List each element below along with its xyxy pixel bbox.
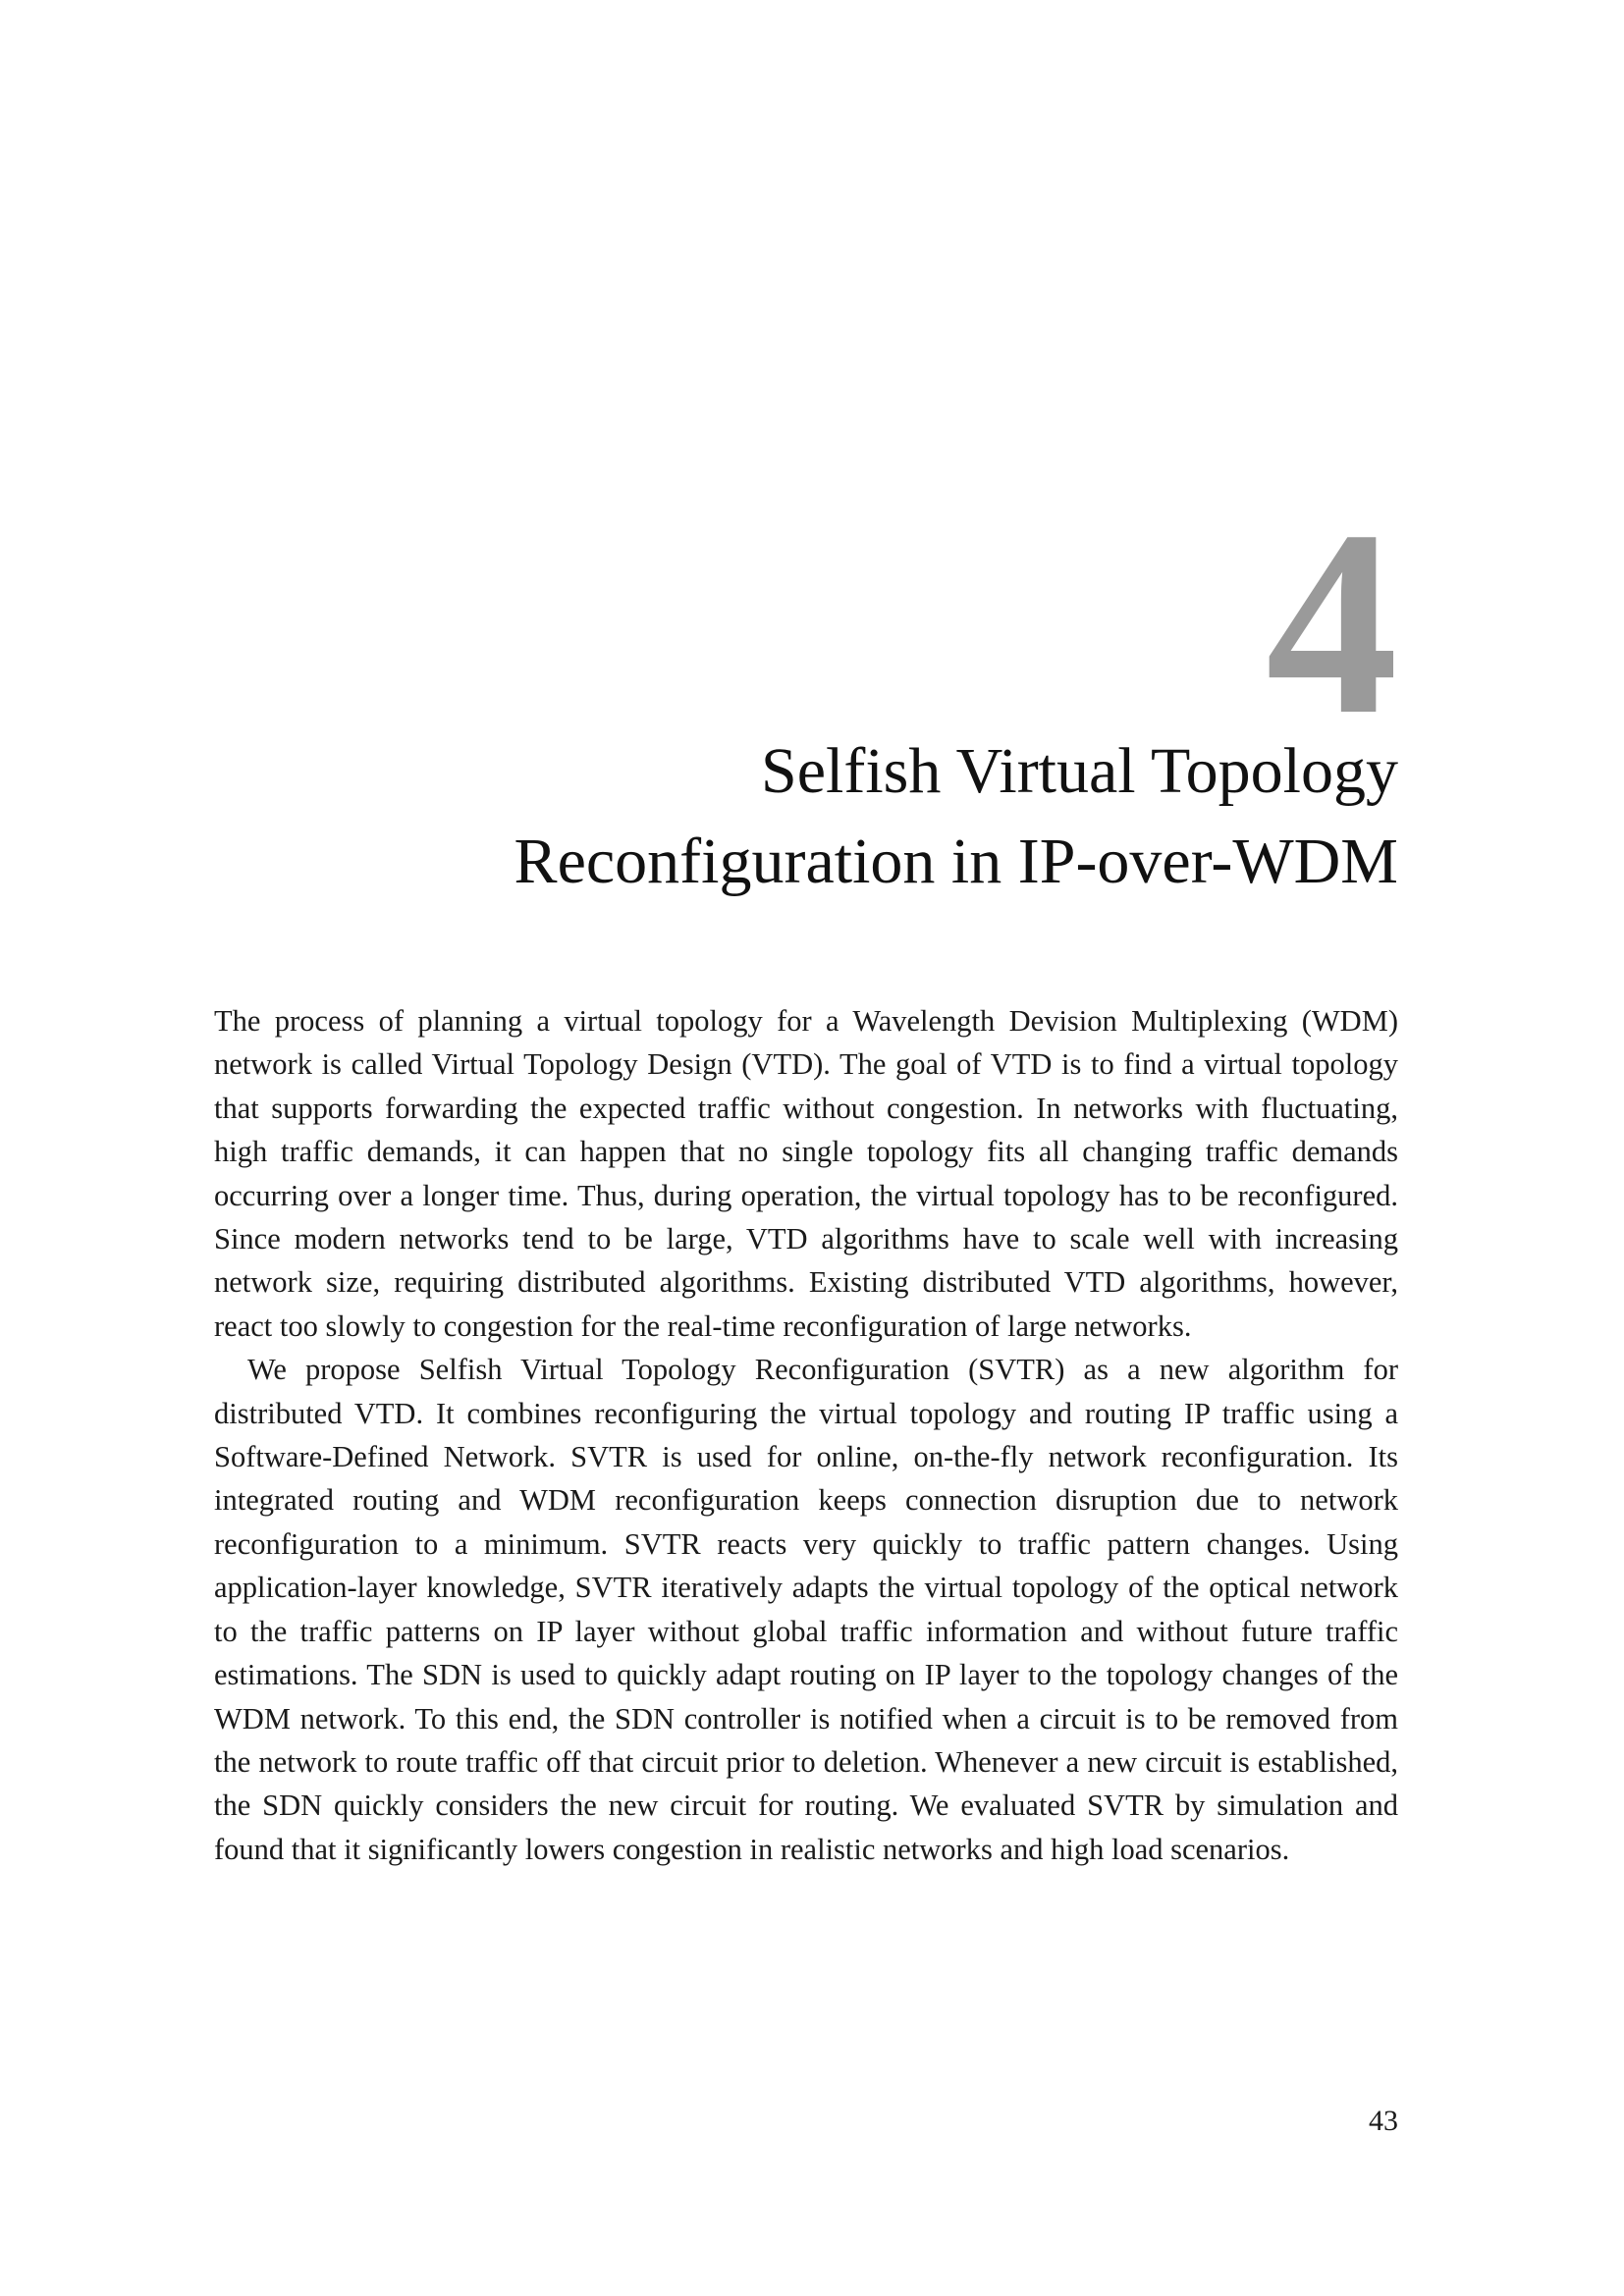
chapter-title xyxy=(318,726,1398,907)
chapter-title-line-1: Selfish Virtual Topology xyxy=(761,735,1398,807)
chapter-number: 4 xyxy=(1266,476,1398,770)
paragraph-1: The process of planning a virtual topology for a Wavelength Devision Multiplexing (WDM) network is called Virtual Topology Design (VTD). The goal of VTD is to find a virtual topology that supports forwarding the expected traffic without congestion. In networks with fluctuating, high traffic demands, it can happen that no single topology fits all changing traffic demands occurring over a longer time. Thus, during operation, the virtual topology has to be reconfigured. Since modern networks tend to be large, VTD algorithms have to scale well with increasing network size, requiring distributed algorithms. Existing distributed VTD algorithms, however, react too slowly to congestion for the real-time reconfiguration of large networks. xyxy=(214,1004,1398,1343)
chapter-intro-text xyxy=(214,999,1398,1871)
chapter-title-line-2: Reconfiguration in IP-over-WDM xyxy=(514,826,1398,897)
page-number: 43 xyxy=(1369,2105,1398,2137)
paragraph-2: We propose Selfish Virtual Topology Reconfiguration (SVTR) as a new algorithm for distributed VTD. It combines reconfiguring the virtual topology and routing IP traffic using a Software-Defined Network. SVTR is used for online, on-the-fly network reconfiguration. Its integrated routing and WDM reconfiguration keeps connection disruption due to network reconfiguration to a minimum. SVTR reacts very quickly to traffic pattern changes. Using application-layer knowledge, SVTR iteratively adapts the virtual topology of the optical network to the traffic patterns on IP layer without global traffic information and without future traffic estimations. The SDN is used to quickly adapt routing on IP layer to the topology changes of the WDM network. To this end, the SDN controller is notified when a circuit is to be removed from the network to route traffic off that circuit prior to deletion. Whenever a new circuit is established, the SDN quickly considers the new circuit for routing. We evaluated SVTR by simulation and found that it significantly lowers congestion in realistic networks and high load scenarios. xyxy=(214,1353,1398,1866)
